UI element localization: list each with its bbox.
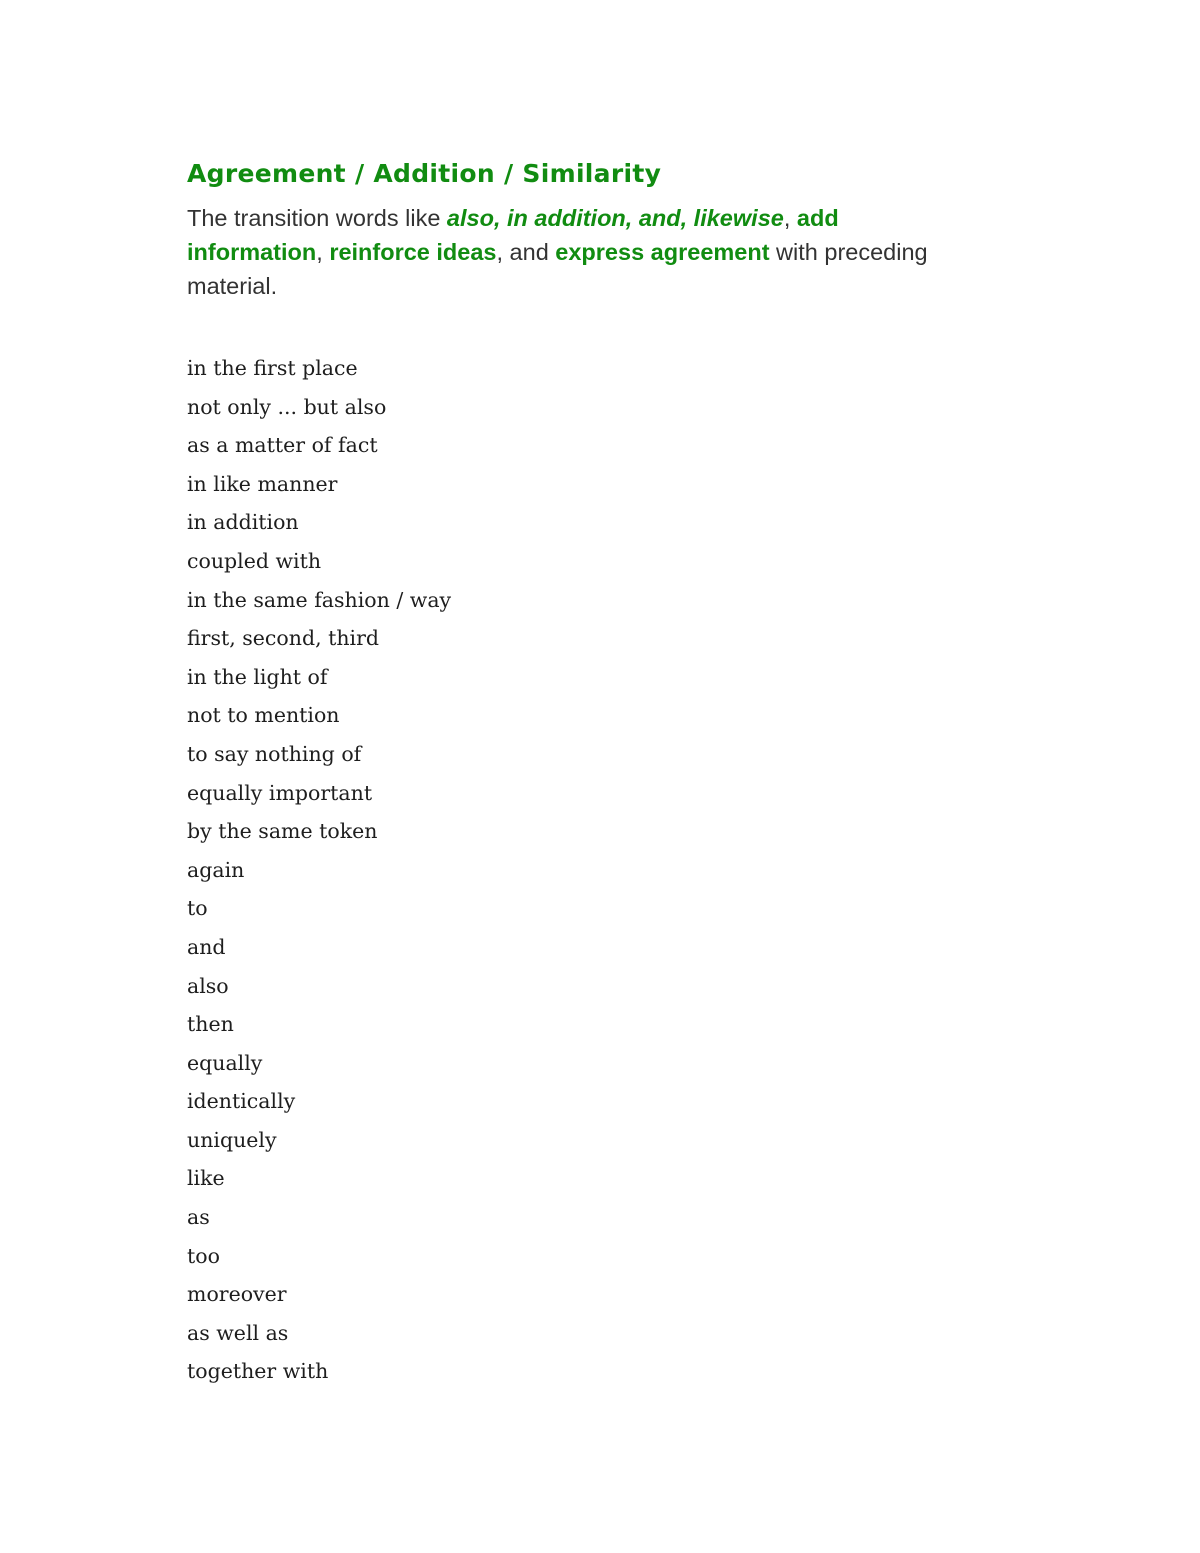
intro-highlight-examples: also, in addition, and, likewise bbox=[446, 205, 784, 231]
transition-phrase-list bbox=[187, 349, 451, 1391]
phrase-item: by the same token bbox=[187, 819, 378, 844]
intro-paragraph bbox=[187, 201, 977, 303]
phrase-item: identically bbox=[187, 1089, 296, 1114]
intro-text-1: The transition words like bbox=[187, 205, 447, 231]
phrase-item: uniquely bbox=[187, 1127, 277, 1152]
intro-highlight-add-information: add information bbox=[187, 205, 839, 265]
section-heading: Agreement / Addition / Similarity bbox=[187, 159, 662, 188]
phrase-item: first, second, third bbox=[187, 626, 380, 651]
phrase-item: in like manner bbox=[187, 471, 338, 496]
phrase-item: and bbox=[187, 934, 226, 959]
phrase-item: then bbox=[187, 1012, 234, 1037]
phrase-item: coupled with bbox=[187, 548, 322, 573]
phrase-item: moreover bbox=[187, 1282, 287, 1307]
phrase-item: like bbox=[187, 1166, 225, 1191]
phrase-item: as bbox=[187, 1205, 210, 1230]
intro-text-4: , and bbox=[496, 239, 556, 265]
phrase-item: equally important bbox=[187, 780, 373, 805]
phrase-item: to say nothing of bbox=[187, 741, 362, 766]
phrase-item: as well as bbox=[187, 1320, 289, 1345]
intro-highlight-reinforce-ideas: reinforce ideas bbox=[329, 239, 497, 265]
phrase-item: in the same fashion / way bbox=[187, 587, 452, 612]
intro-text-3: , bbox=[316, 239, 330, 265]
phrase-item: in the light of bbox=[187, 664, 328, 689]
intro-highlight-express-agreement: express agreement bbox=[555, 239, 770, 265]
phrase-item: not only ... but also bbox=[187, 394, 387, 419]
phrase-item: together with bbox=[187, 1359, 329, 1384]
intro-text-2: , bbox=[783, 205, 797, 231]
phrase-item: too bbox=[187, 1243, 220, 1268]
phrase-item: again bbox=[187, 857, 245, 882]
intro-text-5: with preceding material. bbox=[187, 239, 928, 299]
phrase-item: equally bbox=[187, 1050, 263, 1075]
phrase-item: to bbox=[187, 896, 208, 921]
phrase-item: not to mention bbox=[187, 703, 340, 728]
phrase-item: also bbox=[187, 973, 229, 998]
phrase-item: in the first place bbox=[187, 356, 358, 380]
document-page bbox=[187, 155, 987, 1384]
phrase-item: as a matter of fact bbox=[187, 433, 378, 458]
phrase-item: in addition bbox=[187, 510, 299, 535]
